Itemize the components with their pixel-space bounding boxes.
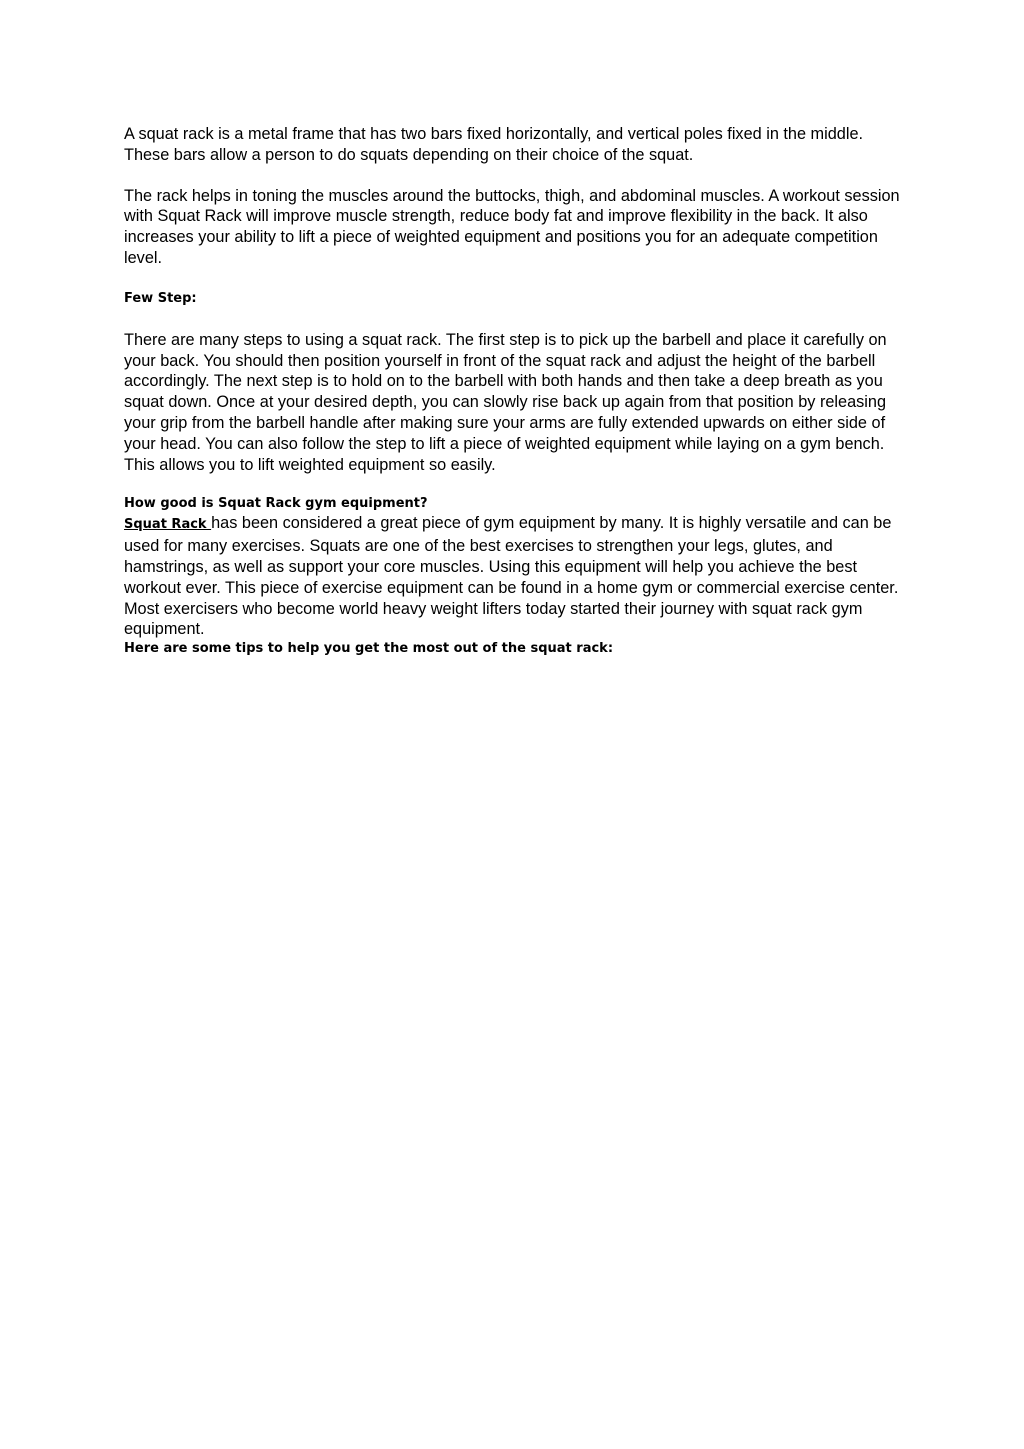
few-step-heading: Few Step: — [124, 290, 197, 306]
how-good-heading: How good is Squat Rack gym equipment? — [124, 496, 428, 512]
squat-rack-link[interactable]: Squat Rack — [124, 517, 212, 533]
benefits-paragraph: The rack helps in toning the muscles around the buttocks, thigh, and abdominal muscles. A workout session with Squat Rack will improve muscle strength, reduce body fat and improve flexibility in the back. It also increases your ability to lift a piece of weighted equipment and positions you for an adequate competition level. — [124, 186, 900, 267]
equipment-paragraph-text: has been considered a great piece of gym equipment by many. It is highly versatile and can be used for many exercises. Squats are one of the best exercises to strengthen your legs, glutes, and hamstrings, as well as support your core muscles. Using this equipment will help you achieve the best workout ever. This piece of exercise equipment can be found in a home gym or commercial exercise center. Most exercisers who become world heavy weight lifters today started their journey with squat rack gym equipment. — [124, 514, 899, 639]
steps-paragraph: There are many steps to using a squat rack. The first step is to pick up the barbell and place it carefully on your back. You should then position yourself in front of the squat rack and adjust the height of the barbell accordingly. The next step is to hold on to the barbell with both hands and then take a deep breath as you squat down. Once at your desired depth, you can slowly rise back up again from that position by releasing your grip from the barbell handle after making sure your arms are fully extended upwards on either side of your head. You can also follow the step to lift a piece of weighted equipment while laying on a gym bench. This allows you to lift weighted equipment so easily. — [124, 330, 887, 474]
tips-heading: Here are some tips to help you get the most out of the squat rack: — [124, 641, 614, 657]
intro-paragraph: A squat rack is a metal frame that has two bars fixed horizontally, and vertical poles fixed in the middle. These bars allow a person to do squats depending on their choice of the squat. — [124, 125, 864, 164]
equipment-paragraph — [124, 513, 900, 640]
document-page — [124, 124, 900, 658]
